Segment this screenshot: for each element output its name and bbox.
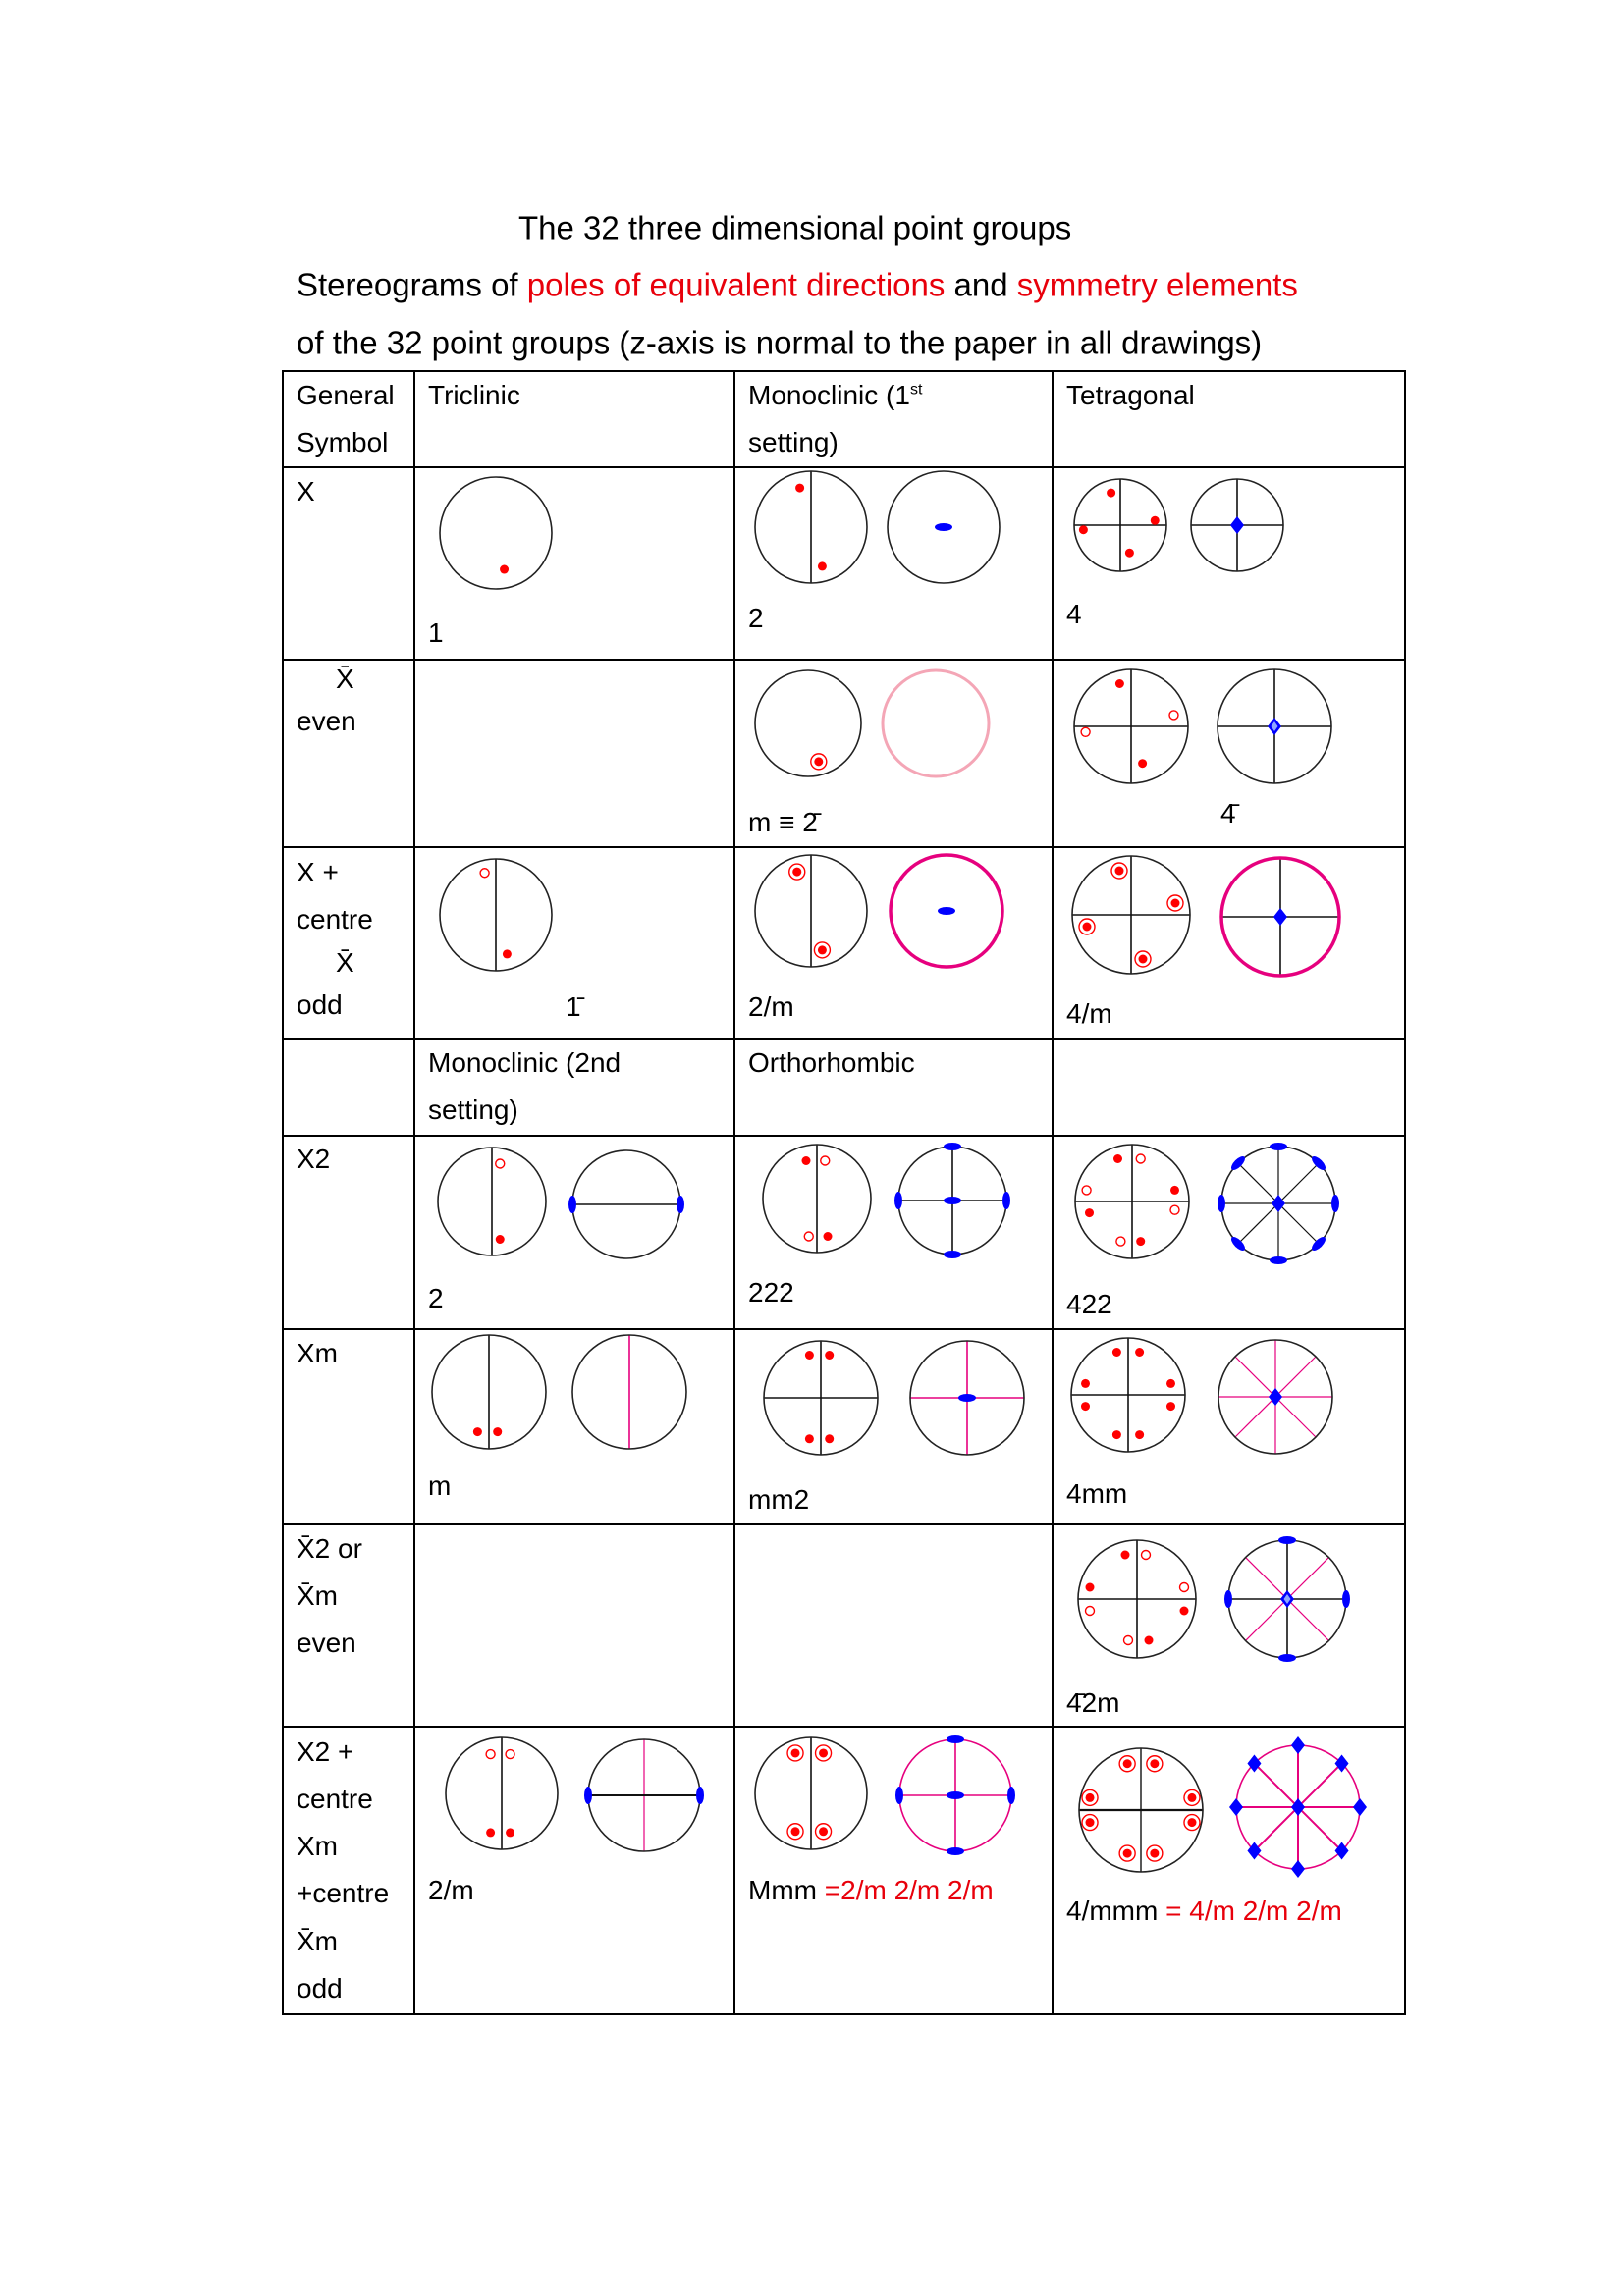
table-row-border: [282, 2013, 1406, 2015]
pole-lower-hemisphere: [506, 1750, 514, 1759]
tetrad-axis-symbol: [1230, 516, 1244, 534]
tetrad-axis-symbol: [1229, 1798, 1243, 1816]
stereogram-2m-2nd-symmetry: [574, 1726, 714, 1865]
pole-upper-hemisphere: [1112, 1430, 1121, 1439]
pole-upper-hemisphere: [791, 1827, 800, 1836]
row-label-even-2: even: [297, 1628, 356, 1658]
group-label-4mm: 4mm: [1066, 1478, 1128, 1509]
pole-upper-hemisphere: [500, 565, 509, 574]
pole-upper-hemisphere: [1166, 1379, 1175, 1388]
table-row-border: [282, 370, 1406, 372]
diad-axis-symbol: [938, 907, 955, 915]
diad-axis-symbol: [1002, 1192, 1010, 1209]
pole-upper-hemisphere: [1121, 1551, 1130, 1560]
pole-upper-hemisphere: [503, 949, 512, 958]
pole-lower-hemisphere: [1180, 1583, 1189, 1592]
stereogram-2-2nd-symmetry: [559, 1137, 694, 1272]
row-label-x: X: [297, 476, 315, 507]
pole-lower-hemisphere: [1142, 1551, 1151, 1560]
tetrad-axis-symbol: [1353, 1798, 1367, 1816]
table-row-border: [282, 1523, 1406, 1525]
diad-axis-symbol: [1342, 1590, 1350, 1608]
header-triclinic: Triclinic: [428, 380, 520, 410]
primitive-circle: [755, 670, 861, 776]
stereogram-4bar2m-poles: [1064, 1526, 1210, 1672]
stereogram-4mmm-symmetry: [1222, 1732, 1374, 1883]
pole-lower-hemisphere: [496, 1159, 505, 1168]
document-title: The 32 three dimensional point groups: [518, 209, 1072, 246]
pole-upper-hemisphere: [1086, 1818, 1095, 1827]
group-label-4: 4: [1066, 599, 1082, 629]
tetrad-axis-symbol: [1291, 1860, 1305, 1878]
diad-axis-symbol: [947, 1847, 964, 1855]
group-label-422: 422: [1066, 1289, 1112, 1319]
header-monoclinic-2nd-setting: setting): [428, 1095, 518, 1125]
group-label-4bar2m: 4̄2m: [1066, 1687, 1120, 1718]
group-label-222: 222: [748, 1277, 794, 1308]
subtitle-highlight-symmetry: symmetry elements: [1016, 266, 1298, 303]
subtitle-highlight-poles: poles of equivalent directions: [526, 266, 946, 303]
header-tetragonal: Tetragonal: [1066, 380, 1195, 410]
row-label-even: even: [297, 706, 356, 736]
subtitle-line-2: of the 32 point groups (z-axis is normal to the paper in all drawings): [297, 324, 1263, 361]
table-row-border: [282, 1038, 1406, 1040]
pole-upper-hemisphere: [802, 1156, 811, 1165]
pole-upper-hemisphere: [1081, 1379, 1090, 1388]
group-label-mmm-short: Mmm: [748, 1875, 825, 1905]
stereogram-m-2nd-symmetry: [559, 1321, 700, 1463]
pole-upper-hemisphere: [1150, 1849, 1159, 1858]
pole-upper-hemisphere: [1125, 549, 1134, 558]
stereogram-4-poles: [1060, 465, 1180, 585]
header-symbol: Symbol: [297, 427, 389, 457]
stereogram-m-poles: [741, 657, 875, 790]
row-label-xplus: X +: [297, 857, 339, 887]
diad-axis-symbol: [568, 1196, 576, 1213]
row-label-xbar-odd: X̄: [336, 947, 354, 978]
pole-upper-hemisphere: [1166, 1402, 1175, 1411]
stereogram-mmm-symmetry: [886, 1726, 1025, 1865]
diad-axis-symbol: [1224, 1590, 1232, 1608]
row-label-xm: Xm: [297, 1338, 338, 1368]
stereogram-4m-poles: [1058, 842, 1204, 988]
pole-upper-hemisphere: [1171, 899, 1180, 908]
diad-axis-symbol: [696, 1787, 704, 1804]
diad-axis-symbol: [895, 1787, 903, 1804]
group-label-2-over-m: 2/m: [748, 991, 794, 1022]
pole-lower-hemisphere: [1170, 1205, 1179, 1214]
pole-lower-hemisphere: [1136, 1154, 1145, 1163]
pole-upper-hemisphere: [824, 1232, 833, 1241]
pole-upper-hemisphere: [825, 1434, 834, 1443]
stereogram-222-symmetry: [885, 1133, 1020, 1268]
row-label-centre: centre: [297, 904, 373, 934]
stereogram-4mmm-poles: [1065, 1735, 1217, 1886]
pole-upper-hemisphere: [1107, 489, 1115, 498]
stereogram-2-2nd-poles: [424, 1134, 560, 1269]
stereogram-4bar-symmetry: [1204, 656, 1345, 797]
pole-upper-hemisphere: [1151, 516, 1160, 525]
pole-upper-hemisphere: [795, 484, 804, 493]
stereogram-4bar2m-symmetry: [1215, 1526, 1360, 1672]
group-label-4mmm: [1066, 1897, 1342, 1925]
stereogram-4bar-poles: [1060, 656, 1202, 797]
pole-upper-hemisphere: [819, 1748, 828, 1757]
diad-axis-symbol: [1007, 1787, 1015, 1804]
group-label-1bar: 1̄: [566, 991, 581, 1022]
stereogram-mm2-poles: [750, 1327, 892, 1468]
row-label-xbar: X̄: [336, 664, 354, 694]
diad-axis-symbol: [944, 1197, 961, 1204]
tetrad-axis-symbol: [1272, 1195, 1285, 1212]
diad-axis-symbol: [944, 1251, 961, 1258]
diad-axis-symbol: [944, 1143, 961, 1150]
row-label-x2: X2: [297, 1144, 331, 1174]
table-column-border: [1052, 370, 1054, 2015]
pole-lower-hemisphere: [804, 1232, 813, 1241]
table-column-border: [282, 370, 284, 2015]
header-monoclinic-1st-text: Monoclinic (1: [748, 380, 910, 410]
pole-lower-hemisphere: [480, 869, 489, 878]
pole-lower-hemisphere: [1086, 1607, 1095, 1616]
group-label-mmm: [748, 1877, 994, 1904]
group-label-4mmm-full: = 4/m 2/m 2/m: [1165, 1896, 1342, 1926]
pole-upper-hemisphere: [791, 1748, 800, 1757]
pole-lower-hemisphere: [486, 1750, 495, 1759]
pole-upper-hemisphere: [1187, 1793, 1196, 1802]
pole-upper-hemisphere: [1085, 1208, 1094, 1217]
pole-upper-hemisphere: [805, 1351, 814, 1360]
stereogram-2m-symmetry: [877, 841, 1016, 981]
group-label-m: m ≡ 2̄: [748, 807, 818, 837]
pole-upper-hemisphere: [814, 757, 823, 766]
pole-upper-hemisphere: [1079, 525, 1088, 534]
pole-upper-hemisphere: [496, 1235, 505, 1244]
group-label-m-second: m: [428, 1470, 452, 1501]
group-label-4mmm-short: 4/mmm: [1066, 1896, 1166, 1926]
pole-upper-hemisphere: [1115, 867, 1124, 876]
stereogram-422-symmetry: [1208, 1133, 1349, 1274]
pole-upper-hemisphere: [1135, 1430, 1144, 1439]
pole-upper-hemisphere: [805, 1434, 814, 1443]
row-label-odd: odd: [297, 989, 343, 1020]
subtitle-text: and: [945, 266, 1017, 303]
header-monoclinic-1st: [748, 382, 922, 409]
pole-lower-hemisphere: [1169, 711, 1178, 720]
group-label-4bar: 4̄: [1220, 798, 1236, 828]
tetrad-axis-symbol: [1269, 1388, 1282, 1406]
diad-axis-symbol: [1270, 1143, 1287, 1150]
row-label-xbarm-2: X̄m: [297, 1926, 338, 1956]
group-label-2-over-m-second: 2/m: [428, 1875, 474, 1905]
diad-axis-symbol: [1270, 1256, 1287, 1264]
stereogram-1: [426, 463, 566, 603]
pole-upper-hemisphere: [792, 868, 801, 877]
pole-upper-hemisphere: [486, 1828, 495, 1837]
tetrad-axis-symbol: [1291, 1736, 1305, 1754]
pole-lower-hemisphere: [1081, 727, 1090, 736]
table-column-border: [413, 370, 415, 2015]
pole-upper-hemisphere: [819, 1827, 828, 1836]
pole-upper-hemisphere: [1145, 1636, 1154, 1645]
diad-axis-symbol: [677, 1196, 684, 1213]
header-monoclinic-2nd: Monoclinic (2nd: [428, 1047, 622, 1078]
pole-upper-hemisphere: [1180, 1607, 1189, 1616]
pole-upper-hemisphere: [1086, 1583, 1095, 1592]
row-label-x2plus: X2 +: [297, 1736, 354, 1767]
pole-upper-hemisphere: [1081, 1402, 1090, 1411]
diad-axis-symbol: [1218, 1195, 1225, 1212]
pole-upper-hemisphere: [1086, 1793, 1095, 1802]
stereogram-2m-2nd-poles: [432, 1724, 571, 1863]
primitive-circle: [440, 477, 552, 589]
stereogram-m-symmetry: [869, 657, 1002, 790]
diad-axis-symbol: [1331, 1195, 1339, 1212]
pole-upper-hemisphere: [1139, 955, 1148, 964]
pole-upper-hemisphere: [506, 1828, 514, 1837]
pole-upper-hemisphere: [1138, 759, 1147, 768]
pole-upper-hemisphere: [1150, 1759, 1159, 1768]
subtitle-line: [297, 266, 1298, 303]
stereogram-mmm-poles: [741, 1724, 881, 1863]
tetrad-axis-symbol: [1273, 908, 1287, 926]
pole-upper-hemisphere: [1113, 1154, 1122, 1163]
stereogram-mm2-symmetry: [896, 1327, 1038, 1468]
header-general: General: [297, 380, 395, 410]
table-column-border: [733, 370, 735, 2015]
header-monoclinic-1st-setting: setting): [748, 427, 839, 457]
pole-upper-hemisphere: [825, 1351, 834, 1360]
subtitle-text: Stereograms of: [297, 266, 527, 303]
mirror-plane-circle: [883, 670, 989, 776]
stereogram-222-poles: [749, 1131, 885, 1266]
pole-upper-hemisphere: [1136, 1237, 1145, 1246]
pole-upper-hemisphere: [473, 1427, 482, 1436]
stereogram-422-poles: [1061, 1131, 1203, 1272]
row-label-odd-2: odd: [297, 1973, 343, 2003]
group-label-1: 1: [428, 617, 444, 648]
diad-axis-symbol: [1278, 1536, 1296, 1544]
row-label-pluscentre: +centre: [297, 1878, 390, 1908]
stereogram-4-symmetry: [1177, 465, 1297, 585]
pole-upper-hemisphere: [1170, 1186, 1179, 1195]
pole-lower-hemisphere: [821, 1156, 830, 1165]
row-label-xbarm: X̄m: [297, 1580, 338, 1611]
group-label-4-over-m: 4/m: [1066, 998, 1112, 1029]
group-label-mmm-full: =2/m 2/m 2/m: [824, 1875, 994, 1905]
row-label-centre-2: centre: [297, 1784, 373, 1814]
header-orthorhombic: Orthorhombic: [748, 1047, 915, 1078]
pole-lower-hemisphere: [1082, 1186, 1091, 1195]
pole-lower-hemisphere: [1116, 1237, 1125, 1246]
diad-axis-symbol: [947, 1791, 964, 1799]
group-label-mm2: mm2: [748, 1484, 810, 1515]
pole-upper-hemisphere: [818, 945, 827, 954]
pole-upper-hemisphere: [1083, 923, 1092, 932]
stereogram-1bar: [426, 845, 566, 985]
row-label-xbar2-or: X̄2 or: [297, 1533, 362, 1564]
table-column-border: [1404, 370, 1406, 2015]
stereogram-2-poles: [741, 457, 881, 597]
pole-upper-hemisphere: [1115, 679, 1124, 688]
stereogram-2m-poles: [741, 841, 881, 981]
pole-upper-hemisphere: [818, 561, 827, 570]
diad-axis-symbol: [1278, 1654, 1296, 1662]
stereogram-4mm-symmetry: [1205, 1326, 1346, 1468]
group-label-2: 2: [748, 603, 764, 633]
pole-lower-hemisphere: [1124, 1636, 1133, 1645]
pole-upper-hemisphere: [1123, 1759, 1132, 1768]
pole-upper-hemisphere: [1187, 1818, 1196, 1827]
stereogram-m-2nd-poles: [418, 1321, 560, 1463]
row-label-xm-2: Xm: [297, 1831, 338, 1861]
pole-upper-hemisphere: [1112, 1348, 1121, 1357]
stereogram-2-symmetry: [874, 457, 1013, 597]
diad-axis-symbol: [584, 1787, 592, 1804]
pole-upper-hemisphere: [493, 1427, 502, 1436]
diad-axis-symbol: [958, 1394, 976, 1402]
pole-upper-hemisphere: [1135, 1348, 1144, 1357]
diad-axis-symbol: [894, 1192, 902, 1209]
diad-axis-symbol: [947, 1735, 964, 1743]
stereogram-4m-symmetry: [1208, 844, 1353, 989]
diad-axis-symbol: [935, 523, 952, 531]
stereogram-4mm-poles: [1057, 1324, 1199, 1466]
header-superscript: st: [909, 381, 923, 399]
pole-upper-hemisphere: [1123, 1849, 1132, 1858]
group-label-2-second: 2: [428, 1283, 444, 1313]
